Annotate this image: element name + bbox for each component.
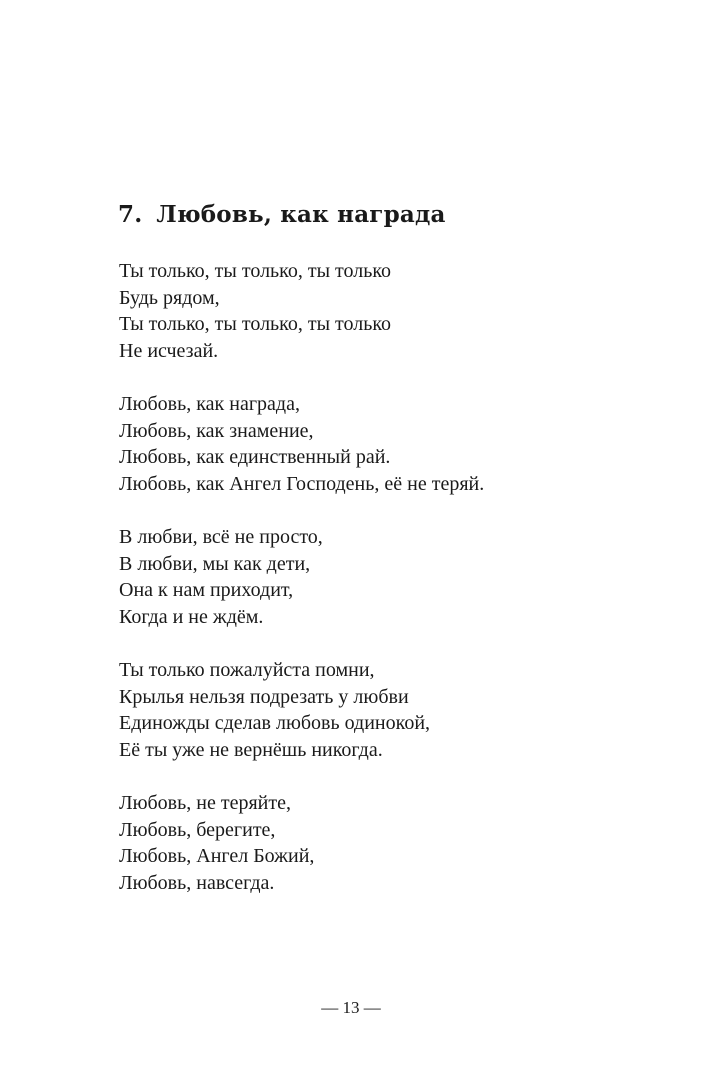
poem-line: Единожды сделав любовь одинокой, xyxy=(119,712,431,734)
poem-line: Она к нам приходит, xyxy=(119,579,294,601)
poem-line: Любовь, как Ангел Господень, её не теряй. xyxy=(119,472,485,495)
page-number: — 13 — xyxy=(321,998,381,1017)
poem-line: Когда и не ждём. xyxy=(119,605,264,628)
stanza-2 xyxy=(119,391,659,497)
poem-line: Любовь, как знамение, xyxy=(119,419,314,442)
chapter-heading xyxy=(118,197,638,233)
stanza-4 xyxy=(119,657,659,763)
poem-line: В любви, мы как дети, xyxy=(119,552,311,575)
poem-line: Не исчезай. xyxy=(119,339,219,362)
poem-line: Крылья нельзя подрезать у любви xyxy=(119,685,409,708)
chapter-title: Любовь, как награда xyxy=(156,201,446,228)
poem-line: Любовь, берегите, xyxy=(119,818,276,841)
stanza-5 xyxy=(119,790,659,896)
poem-line: Любовь, навсегда. xyxy=(119,871,275,894)
stanza-1 xyxy=(119,258,659,364)
poem-line: Любовь, не теряйте, xyxy=(119,792,291,814)
stanza-3 xyxy=(119,524,659,630)
poem-body xyxy=(119,258,659,923)
poem-line: Любовь, Ангел Божий, xyxy=(119,845,315,867)
poem-line: В любви, всё не просто, xyxy=(119,526,323,548)
chapter-number: 7. xyxy=(118,201,143,228)
poem-line: Её ты уже не вернёшь никогда. xyxy=(119,738,383,761)
poem-line: Любовь, как награда, xyxy=(119,393,300,415)
poem-line: Ты только пожалуйста помни, xyxy=(119,659,375,681)
poem-line: Любовь, как единственный рай. xyxy=(119,446,391,468)
poem-line: Ты только, ты только, ты только xyxy=(119,313,392,335)
poem-line: Ты только, ты только, ты только xyxy=(119,260,392,282)
poem-line: Будь рядом, xyxy=(119,286,220,309)
